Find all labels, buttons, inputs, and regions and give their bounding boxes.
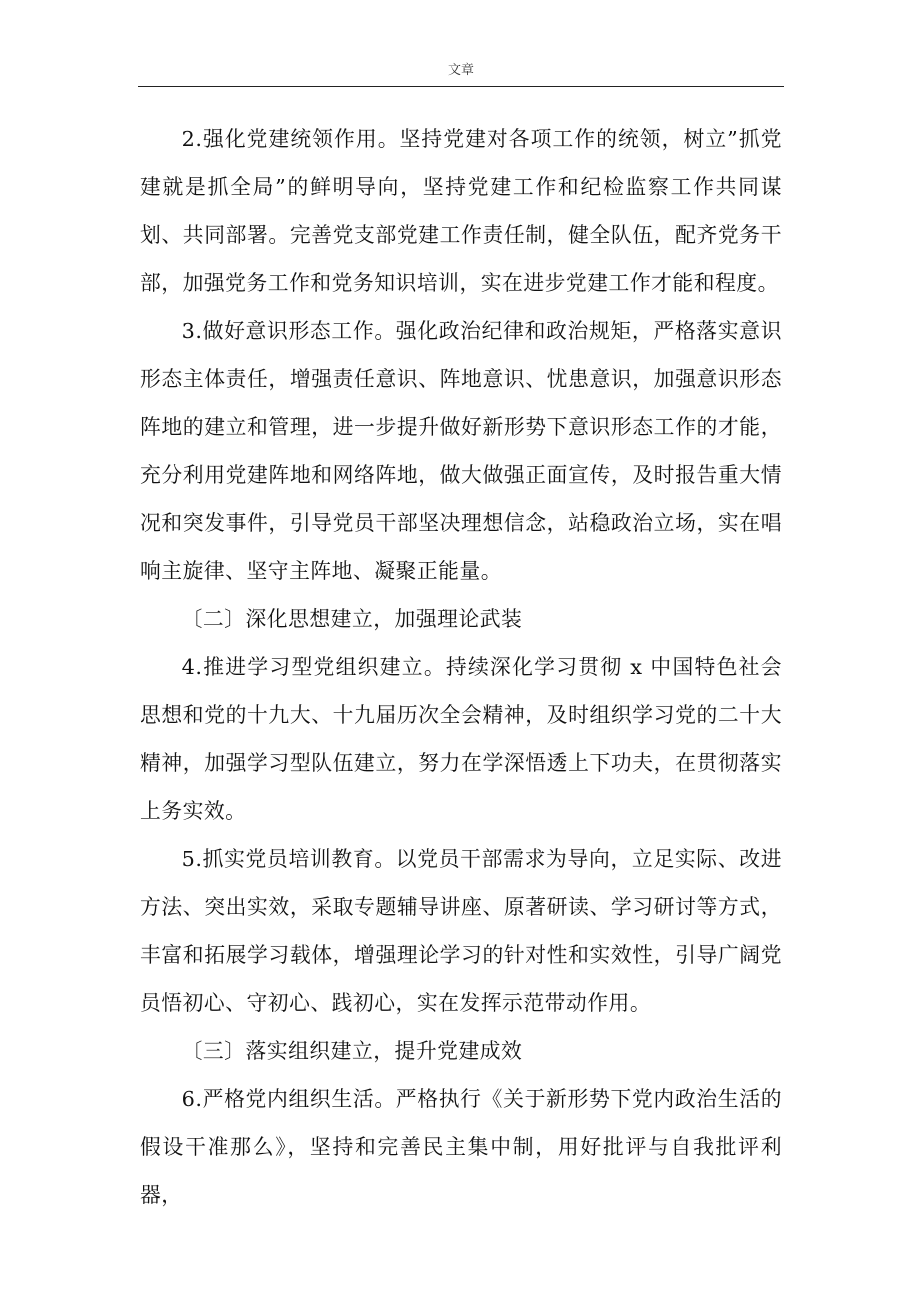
section-heading-2: 〔二〕深化思想建立，加强理论武装 bbox=[181, 607, 523, 631]
section-heading-3: 〔三〕落实组织建立，提升党建成效 bbox=[181, 1039, 523, 1063]
paragraph-item-5: 5.抓实党员培训教育。以党员干部需求为导向，立足实际、改进方法、突出实效，采取专题辅导讲座、原著研读、学习研讨等方式，丰富和拓展学习载体，增强理论学习的针对性和实效性，引导广阔党员悟初心、守初心、践初心，实在发挥示范带动作用。 bbox=[140, 847, 782, 1015]
paragraph-item-4: 4.推进学习型党组织建立。持续深化学习贯彻 x 中国特色社会思想和党的十九大、十九届历次全会精神，及时组织学习党的二十大精神，加强学习型队伍建立，努力在学深悟透上下功夫，在贯彻落实上务实效。 bbox=[140, 655, 782, 823]
paragraph-item-2: 2.强化党建统领作用。坚持党建对各项工作的统领，树立”抓党建就是抓全局”的鲜明导向，坚持党建工作和纪检监察工作共同谋划、共同部署。完善党支部党建工作责任制，健全队伍，配齐党务干部，加强党务工作和党务知识培训，实在进步党建工作才能和程度。 bbox=[140, 127, 782, 295]
page-header bbox=[138, 60, 784, 87]
paragraph-item-6: 6.严格党内组织生活。严格执行《关于新形势下党内政治生活的假设干准那么》，坚持和完善民主集中制，用好批评与自我批评利器， bbox=[140, 1087, 782, 1207]
paragraph-item-3: 3.做好意识形态工作。强化政治纪律和政治规矩，严格落实意识形态主体责任，增强责任意识、阵地意识、忧患意识，加强意识形态阵地的建立和管理，进一步提升做好新形势下意识形态工作的才能，充分利用党建阵地和网络阵地，做大做强正面宣传，及时报告重大情况和突发事件，引导党员干部坚决理想信念，站稳政治立场，实在唱响主旋律、坚守主阵地、凝聚正能量。 bbox=[140, 319, 782, 583]
header-label: 文章 bbox=[447, 63, 474, 78]
document-body bbox=[140, 115, 782, 1219]
